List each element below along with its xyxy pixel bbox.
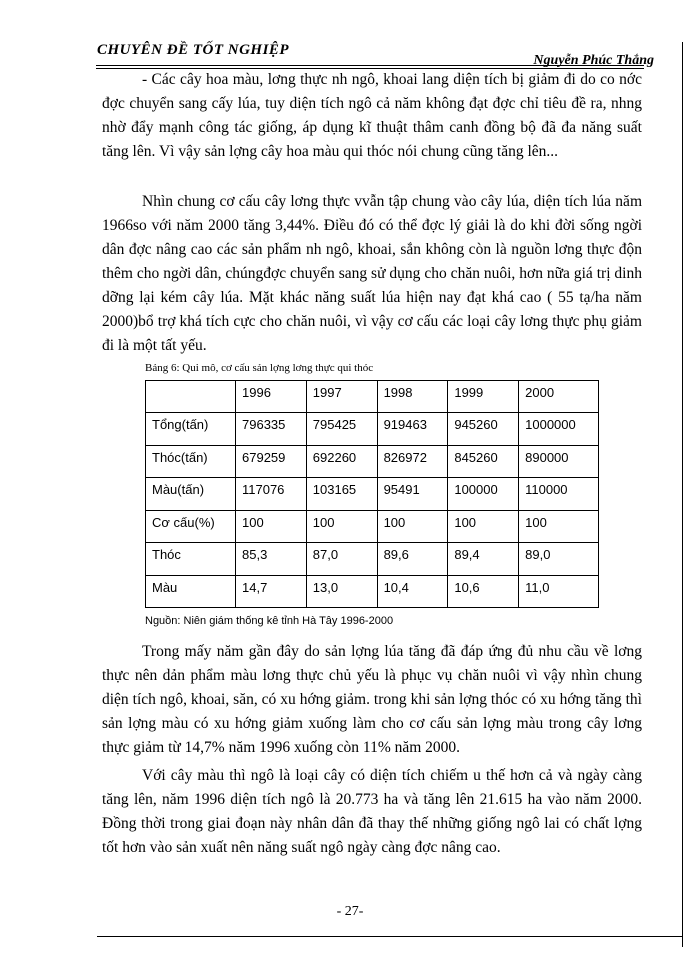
table-header-cell: 1997 (306, 381, 377, 413)
table-row-label: Thóc (146, 543, 236, 575)
table-row-label: Tổng(tấn) (146, 413, 236, 445)
table-cell: 890000 (519, 445, 599, 477)
table-cell: 100000 (448, 478, 519, 510)
page-border-right (682, 42, 683, 947)
table-source: Nguồn: Niên giám thống kê tỉnh Hà Tây 1996-2000 (145, 615, 394, 627)
table-cell: 14,7 (236, 575, 307, 607)
paragraph-2-text: Nhìn chung cơ cấu cây lơng thực vvẫn tập chung vào cây lúa, diện tích lúa năm 1966so với năm 2000 tăng 3,44%. Điều đó có thể đợc lý giải là do khi đời sống ngời dân đợc nâng cao các sản phẩm nh ngô, khoai, sắn không còn là nguồn lơng thực độn thêm cho ngời dân, chúngđợc chuyển sang sử dụng cho chăn nuôi, hơn nữa giá trị dinh dỡng lại kém cây lúa. Mặt khác năng suất lúa hiện nay đạt khá cao ( 55 tạ/ha năm 2000)bổ trợ khá tích cực cho chăn nuôi, vì vậy cơ cấu các loại cây lơng thực phụ giảm đi là một tất yếu. (102, 193, 642, 354)
table-cell: 795425 (306, 413, 377, 445)
table-cell: 845260 (448, 445, 519, 477)
table-cell: 89,0 (519, 543, 599, 575)
table-row (146, 575, 599, 607)
table-row (146, 478, 599, 510)
table-cell: 679259 (236, 445, 307, 477)
page-number: - 27- (336, 904, 364, 919)
header-author: Nguyễn Phúc Thắng (533, 53, 654, 68)
table-cell: 95491 (377, 478, 448, 510)
table-row (146, 543, 599, 575)
table-cell: 919463 (377, 413, 448, 445)
table-cell: 10,4 (377, 575, 448, 607)
table-cell: 85,3 (236, 543, 307, 575)
table-cell: 945260 (448, 413, 519, 445)
table-cell: 110000 (519, 478, 599, 510)
paragraph-1-text: - Các cây hoa màu, lơng thực nh ngô, khoai lang diện tích bị giảm đi do co nớc đợc chuyển sang cấy lúa, tuy diện tích ngô cả năm không đạt đợc chỉ tiêu đề ra, nhng nhờ đẩy mạnh công tác giống, áp dụng kĩ thuật thâm canh đồng bộ đã đa năng suất tăng lên. Vì vậy sản lợng cây hoa màu qui thóc nói chung cũng tăng lên... (102, 71, 642, 160)
table-row-label: Màu (146, 575, 236, 607)
table-cell: 103165 (306, 478, 377, 510)
table-row (146, 413, 599, 445)
table-cell: 826972 (377, 445, 448, 477)
table-cell: 89,4 (448, 543, 519, 575)
table-cell: 100 (519, 510, 599, 542)
table-header-cell: 1999 (448, 381, 519, 413)
table-header-cell: 1996 (236, 381, 307, 413)
paragraph-4-text: Với cây màu thì ngô là loại cây có diện tích chiếm u thế hơn cả và ngày càng tăng lên, năm 1996 diện tích ngô là 20.773 ha và tăng lên 21.615 ha vào năm 2000. Đồng thời trong giai đoạn này nhân dân đã thay thế những giống ngô lai có chất lợng tốt hơn vào sản xuất nên năng suất ngô ngày càng đợc nâng cao. (102, 767, 642, 856)
table-header-row (146, 381, 599, 413)
table-cell: 100 (236, 510, 307, 542)
table-cell: 11,0 (519, 575, 599, 607)
table-row-label: Màu(tấn) (146, 478, 236, 510)
table-cell: 87,0 (306, 543, 377, 575)
table-header-cell (146, 381, 236, 413)
paragraph-3 (102, 640, 642, 760)
table-cell: 692260 (306, 445, 377, 477)
table-cell: 796335 (236, 413, 307, 445)
table-caption: Bảng 6: Qui mô, cơ cấu sản lợng lơng thực qui thóc (145, 362, 374, 374)
page-border-bottom (97, 936, 683, 937)
table-cell: 13,0 (306, 575, 377, 607)
table-row (146, 445, 599, 477)
table-header-cell: 2000 (519, 381, 599, 413)
header-rule-top (96, 65, 644, 66)
production-table (145, 380, 599, 608)
paragraph-3-text: Trong mấy năm gần đây do sản lợng lúa tăng đã đáp ứng đủ nhu cầu về lơng thực nên dản phẩm màu lơng thực chủ yếu là phục vụ chăn nuôi vì vậy nhìn chung diện tích ngô, khoai, săn, có xu hớng giảm. trong khi sản lợng thóc có xu hớng tăng thì sản lợng màu có xu hớng giảm xuống làm cho cơ cấu sản lợng màu trong cây lơng thực giảm từ 14,7% năm 1996 xuống còn 11% năm 2000. (102, 643, 642, 756)
table-cell: 100 (306, 510, 377, 542)
header-title: CHUYÊN ĐỀ TỐT NGHIỆP (97, 42, 290, 58)
table-row-label: Cơ cấu(%) (146, 510, 236, 542)
table-row-label: Thóc(tấn) (146, 445, 236, 477)
table-row (146, 510, 599, 542)
paragraph-2 (102, 190, 642, 358)
table-cell: 10,6 (448, 575, 519, 607)
table-cell: 89,6 (377, 543, 448, 575)
table-cell: 117076 (236, 478, 307, 510)
paragraph-1 (102, 68, 642, 164)
table-header-cell: 1998 (377, 381, 448, 413)
table-cell: 100 (377, 510, 448, 542)
table-cell: 1000000 (519, 413, 599, 445)
paragraph-4 (102, 764, 642, 860)
table-cell: 100 (448, 510, 519, 542)
